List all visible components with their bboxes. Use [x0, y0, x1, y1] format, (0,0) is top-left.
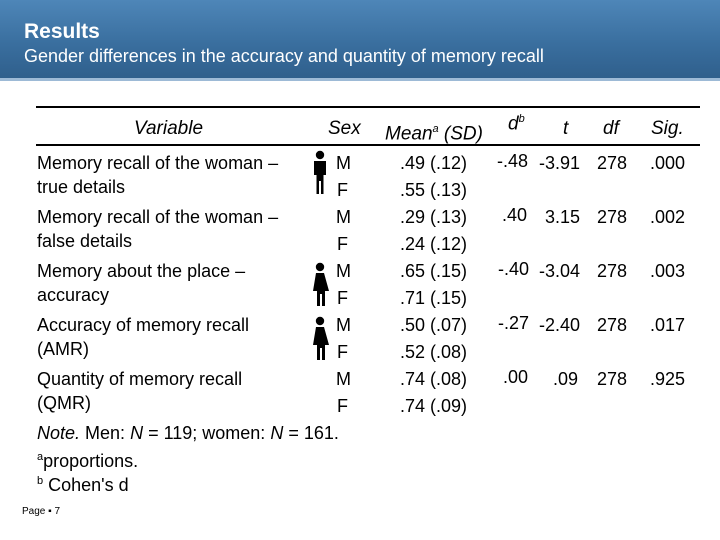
row4-mean-m: .50 (.07)	[400, 315, 468, 335]
row4-sig: .017	[650, 315, 686, 335]
row5-sig: .925	[650, 369, 686, 389]
row3-variable-line2: accuracy	[37, 285, 110, 305]
row1-variable-line1: Memory recall of the woman –	[37, 153, 279, 173]
row5-variable-line2: (QMR)	[37, 393, 91, 413]
row3-mean-m: .65 (.15)	[400, 261, 468, 281]
slide-title: Results	[24, 20, 100, 43]
row5-d: .00	[503, 367, 529, 387]
row2-t: 3.15	[545, 207, 581, 227]
row1-sex-m: M	[336, 153, 351, 173]
row1-sig: .000	[650, 153, 686, 173]
row1-t: -3.91	[539, 153, 581, 173]
row3-mean-f: .71 (.15)	[400, 288, 468, 308]
table-header-rule	[36, 144, 700, 146]
row4-variable-line2: (AMR)	[37, 339, 89, 359]
row2-sex-f: F	[337, 234, 348, 254]
header-variable: Variable	[134, 118, 204, 139]
row1-sex-f: F	[337, 180, 348, 200]
row2-sex-m: M	[336, 207, 351, 227]
row1-variable-line2: true details	[37, 177, 126, 197]
row4-d: -.27	[498, 313, 530, 333]
footnote-a: $^a$proportions.	[37, 451, 139, 471]
row5-sex-f: F	[337, 396, 348, 416]
female-icon	[309, 316, 331, 362]
row2-variable-line1: Memory recall of the woman –	[37, 207, 279, 227]
row5-mean-f: .74 (.09)	[400, 396, 468, 416]
row2-df: 278	[597, 207, 628, 227]
header-t: t	[563, 118, 569, 139]
row1-d: -.48	[497, 151, 529, 171]
row3-sex-m: M	[336, 261, 351, 281]
row3-sex-f: F	[337, 288, 348, 308]
row4-sex-f: F	[337, 342, 348, 362]
header-d: $d^b$	[508, 113, 525, 135]
row2-sig: .002	[650, 207, 686, 227]
row1-df: 278	[597, 153, 628, 173]
table-top-rule	[36, 106, 700, 108]
row2-variable-line2: false details	[37, 231, 133, 251]
row2-mean-f: .24 (.12)	[400, 234, 468, 254]
row3-d: -.40	[498, 259, 530, 279]
slide-subtitle: Gender differences in the accuracy and quantity of memory recall	[24, 46, 544, 66]
header-sig: Sig.	[651, 118, 684, 139]
row5-sex-m: M	[336, 369, 351, 389]
row2-d: .40	[502, 205, 528, 225]
row1-mean-f: .55 (.13)	[400, 180, 468, 200]
row3-t: -3.04	[539, 261, 581, 281]
row4-variable-line1: Accuracy of memory recall	[37, 315, 250, 335]
row3-df: 278	[597, 261, 628, 281]
row5-t: .09	[553, 369, 579, 389]
row3-variable-line1: Memory about the place –	[37, 261, 246, 281]
male-icon	[309, 150, 331, 196]
table-note: Note. Men: N = 119; women: N = 161.	[37, 423, 339, 443]
row4-sex-m: M	[336, 315, 351, 335]
row3-sig: .003	[650, 261, 686, 281]
row4-t: -2.40	[539, 315, 581, 335]
row5-mean-m: .74 (.08)	[400, 369, 468, 389]
header-sex: Sex	[328, 118, 361, 139]
row1-mean-m: .49 (.12)	[400, 153, 468, 173]
footnote-b: $^b$ Cohen's d	[37, 475, 129, 495]
page-number: Page ▪ 7	[22, 506, 61, 517]
row5-variable-line1: Quantity of memory recall	[37, 369, 243, 389]
row4-mean-f: .52 (.08)	[400, 342, 468, 362]
header-divider	[0, 78, 720, 81]
row5-df: 278	[597, 369, 628, 389]
row4-df: 278	[597, 315, 628, 335]
header-df: df	[603, 118, 619, 139]
female-icon	[309, 262, 331, 308]
row2-mean-m: .29 (.13)	[400, 207, 468, 227]
header-mean: Mean$^a$ (SD)	[385, 123, 483, 145]
